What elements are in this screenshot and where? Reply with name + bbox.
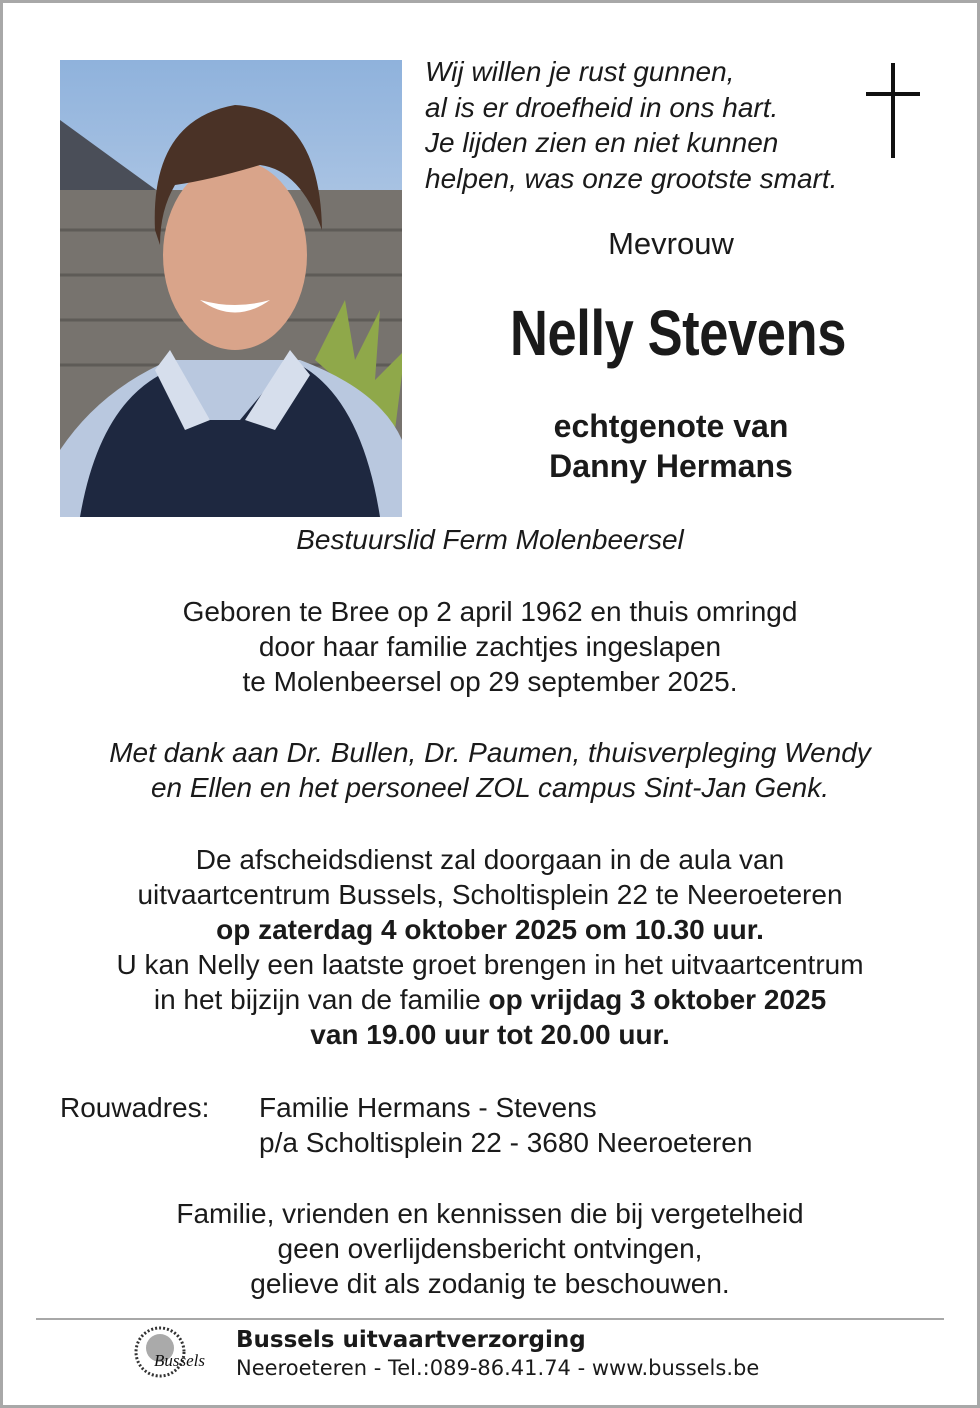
visitation-time: van 19.00 uur tot 20.00 uur.: [310, 1019, 670, 1050]
text-line: geen overlijdensbericht ontvingen,: [277, 1233, 703, 1264]
thanks-text: [40, 735, 940, 805]
closing-text: [40, 1196, 940, 1301]
text-line: gelieve dit als zodanig te beschouwen.: [250, 1268, 730, 1299]
role: Bestuurslid Ferm Molenbeersel: [296, 524, 684, 555]
service-date: op zaterdag 4 oktober 2025 om 10.30 uur.: [216, 914, 764, 945]
svg-text:Bussels: Bussels: [154, 1351, 205, 1370]
text-line: De afscheidsdienst zal doorgaan in de aula van: [195, 844, 785, 875]
poem-line: Je lijden zien en niet kunnen: [425, 127, 779, 158]
birth-text: [40, 594, 940, 699]
text-line: uitvaartcentrum Bussels, Scholtisplein 22 te Neeroeteren: [137, 879, 843, 910]
address-line: p/a Scholtisplein 22 - 3680 Neeroeteren: [259, 1127, 753, 1158]
deceased-name: Nelly Stevens: [510, 297, 846, 369]
cross-icon: [866, 63, 920, 158]
service-text: [40, 842, 940, 1052]
portrait-photo: [60, 60, 402, 517]
spouse-label: echtgenote van: [553, 408, 789, 444]
poem-line: al is er droefheid in ons hart.: [425, 91, 779, 123]
text-line: U kan Nelly een laatste groet brengen in het uitvaartcentrum: [116, 949, 864, 980]
address-label: Rouwadres:: [60, 1092, 210, 1123]
address-line: Familie Hermans - Stevens: [259, 1092, 597, 1123]
text-line: Familie, vrienden en kennissen die bij vergetelheid: [176, 1198, 804, 1229]
honorific: Mevrouw: [608, 226, 734, 261]
firm-contact: Neeroeteren - Tel.:089-86.41.74 - www.bussels.be: [236, 1356, 760, 1380]
spouse-name: Danny Hermans: [549, 448, 793, 484]
bussels-logo: [132, 1326, 222, 1382]
spouse: [440, 406, 902, 486]
text-line: te Molenbeersel op 29 september 2025.: [242, 666, 738, 697]
text-line: Geboren te Bree op 2 april 1962 en thuis omringd: [182, 596, 798, 627]
divider: [36, 1318, 944, 1320]
poem-line: helpen, was onze grootste smart.: [425, 162, 838, 194]
text-line: en Ellen en het personeel ZOL campus Sint-Jan Genk.: [150, 772, 830, 803]
text-line: door haar familie zachtjes ingeslapen: [258, 631, 722, 662]
text-line: Met dank aan Dr. Bullen, Dr. Paumen, thuisverpleging Wendy: [109, 737, 871, 768]
visitation-date: op vrijdag 3 oktober 2025: [488, 984, 827, 1015]
firm-name: Bussels uitvaartverzorging: [236, 1327, 586, 1353]
text-line: in het bijzijn van de familie: [153, 984, 489, 1015]
poem: [425, 54, 837, 196]
poem-line: Wij willen je rust gunnen,: [425, 56, 735, 87]
